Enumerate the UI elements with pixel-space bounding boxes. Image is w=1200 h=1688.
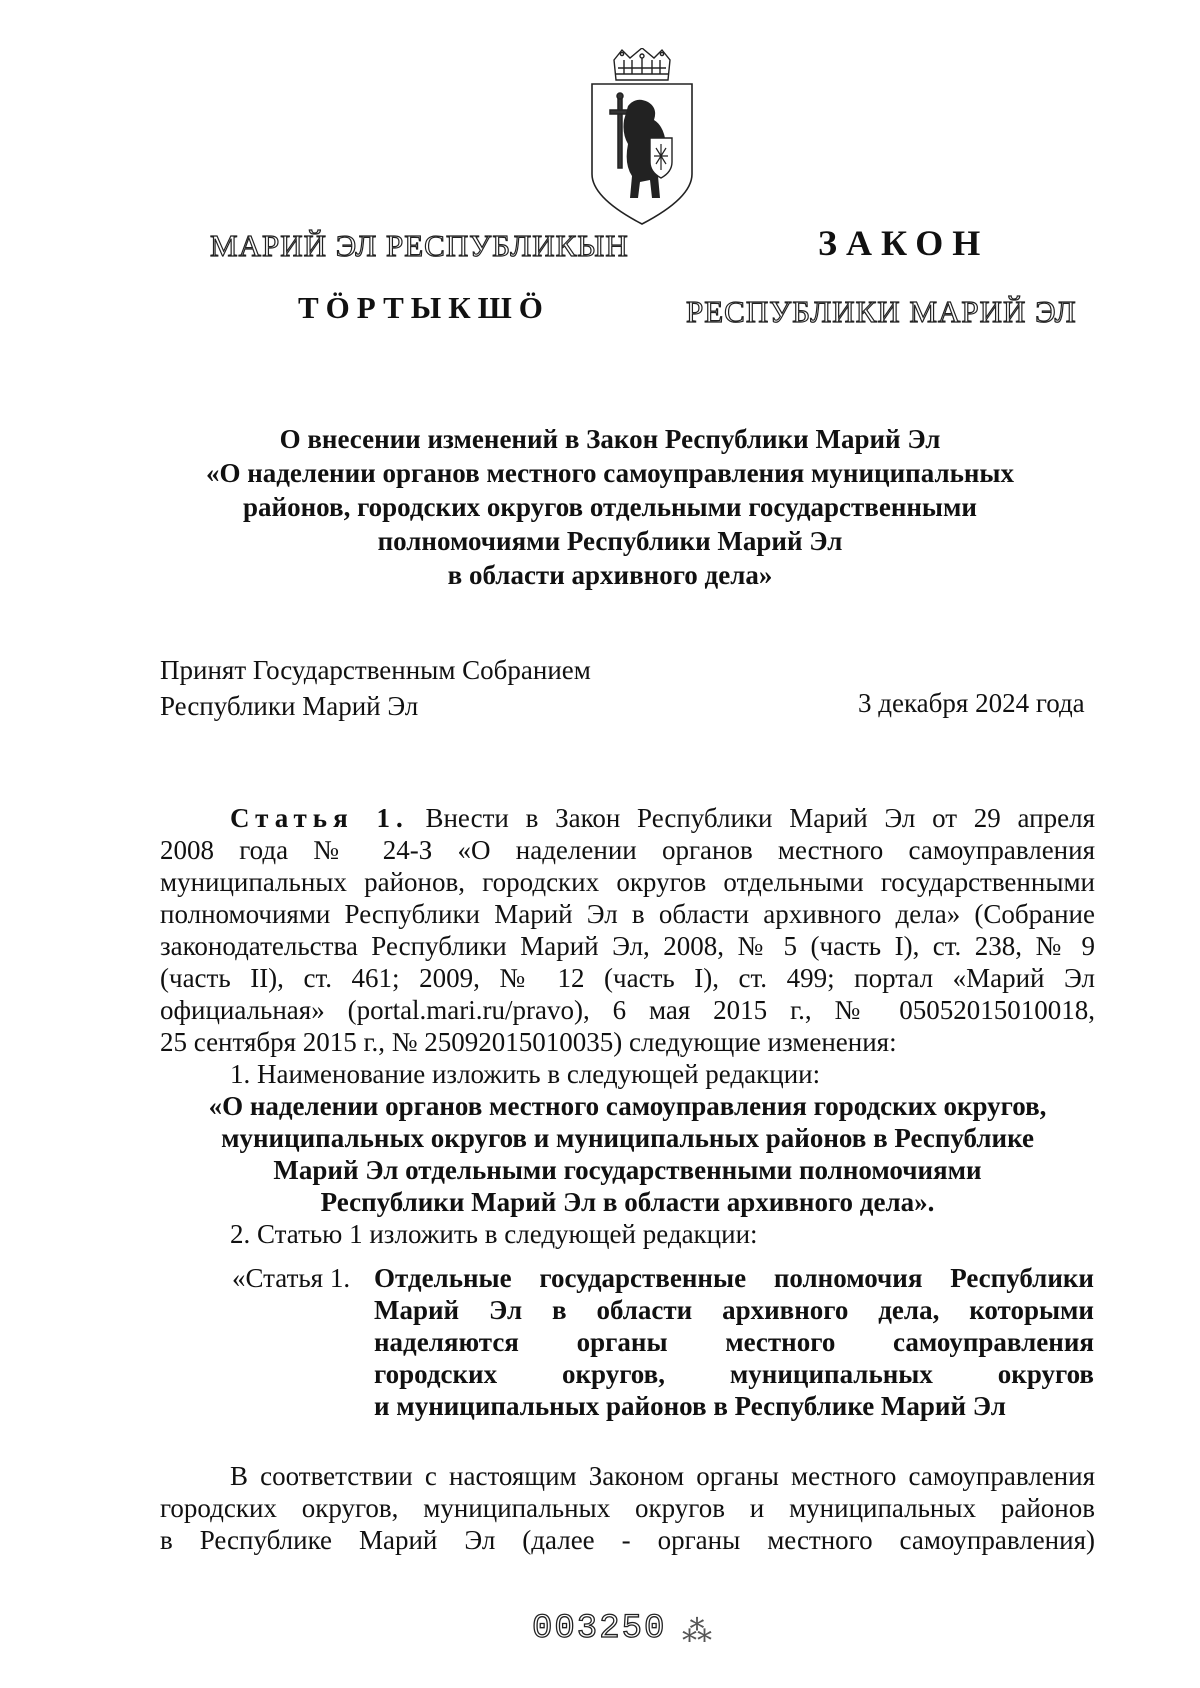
- article-line: законодательства Республики Марий Эл, 2008, № 5 (часть I), ст. 238, № 9: [160, 931, 1095, 961]
- document-serial-number: 003250: [532, 1610, 667, 1648]
- new-article-line: городских округов, муниципальных округов: [374, 1359, 1094, 1389]
- new-article-line: Отдельные государственные полномочия Республики: [374, 1263, 1094, 1293]
- adopted-line: Республики Марий Эл: [160, 691, 419, 721]
- article-line: полномочиями Республики Марий Эл в области архивного дела» (Собрание: [160, 899, 1095, 929]
- new-article-heading: [374, 1262, 1094, 1422]
- article-label: Статья 1.: [230, 803, 409, 833]
- paragraph-line: в Республике Марий Эл (далее - органы местного самоуправления): [160, 1525, 1095, 1555]
- item-1: 1. Наименование изложить в следующей редакции:: [230, 1059, 821, 1089]
- coat-of-arms-emblem: [588, 48, 696, 226]
- title-line: в области архивного дела»: [447, 560, 773, 590]
- article-line: 25 сентября 2015 г., № 25092015010035) следующие изменения:: [160, 1027, 897, 1057]
- new-article-line: и муниципальных районов в Республике Марий Эл: [374, 1391, 1006, 1421]
- header-republic-mari: МАРИЙ ЭЛ РЕСПУБЛИКЫН: [210, 228, 629, 263]
- adopted-by: [160, 652, 591, 724]
- paragraph-line: городских округов, муниципальных округов и муниципальных районов: [160, 1493, 1095, 1523]
- article-first-line: [160, 802, 1095, 834]
- title-line: районов, городских округов отдельными государственными: [243, 492, 977, 522]
- adopted-date: 3 декабря 2024 года: [858, 688, 1085, 718]
- article-body: [160, 802, 1095, 1250]
- article-line: 2008 года № 24-З «О наделении органов местного самоуправления: [160, 835, 1095, 865]
- header-republic: РЕСПУБЛИКИ МАРИЙ ЭЛ: [686, 294, 1077, 329]
- article-text: Внести в Закон Республики Марий Эл от 29 апреля: [425, 803, 1096, 833]
- new-name-line: «О наделении органов местного самоуправления городских округов,: [208, 1091, 1047, 1121]
- article-line: (часть II), ст. 461; 2009, № 12 (часть I), ст. 499; портал «Марий Эл: [160, 963, 1095, 993]
- new-article-line: Марий Эл в области архивного дела, которыми: [374, 1295, 1094, 1325]
- article-line: официальная» (portal.mari.ru/pravo), 6 мая 2015 г., № 05052015010018,: [160, 995, 1095, 1025]
- article-paragraph: [160, 1460, 1095, 1556]
- new-name-line: Республики Марий Эл в области архивного дела».: [320, 1187, 935, 1217]
- document-title: [150, 422, 1070, 592]
- new-name-line: муниципальных округов и муниципальных районов в Республике: [221, 1123, 1034, 1153]
- paragraph-line: В соответствии с настоящим Законом органы местного самоуправления: [230, 1461, 1095, 1491]
- serial-star-mark: ⁂: [682, 1615, 712, 1648]
- new-article-label: «Статья 1.: [232, 1263, 351, 1293]
- title-line: полномочиями Республики Марий Эл: [377, 526, 843, 556]
- article-line: муниципальных районов, городских округов отдельными государственными: [160, 867, 1095, 897]
- new-article-line: наделяются органы местного самоуправления: [374, 1327, 1094, 1357]
- adopted-line: Принят Государственным Собранием: [160, 655, 591, 685]
- title-line: О внесении изменений в Закон Республики Марий Эл: [279, 424, 941, 454]
- item-2: 2. Статью 1 изложить в следующей редакции:: [230, 1219, 758, 1249]
- title-line: «О наделении органов местного самоуправления муниципальных: [205, 458, 1015, 488]
- header-law: ЗАКОН: [818, 223, 990, 263]
- new-name-line: Марий Эл отдельными государственными полномочиями: [273, 1155, 982, 1185]
- header-law-mari: ТӦРТЫКШӦ: [298, 290, 550, 325]
